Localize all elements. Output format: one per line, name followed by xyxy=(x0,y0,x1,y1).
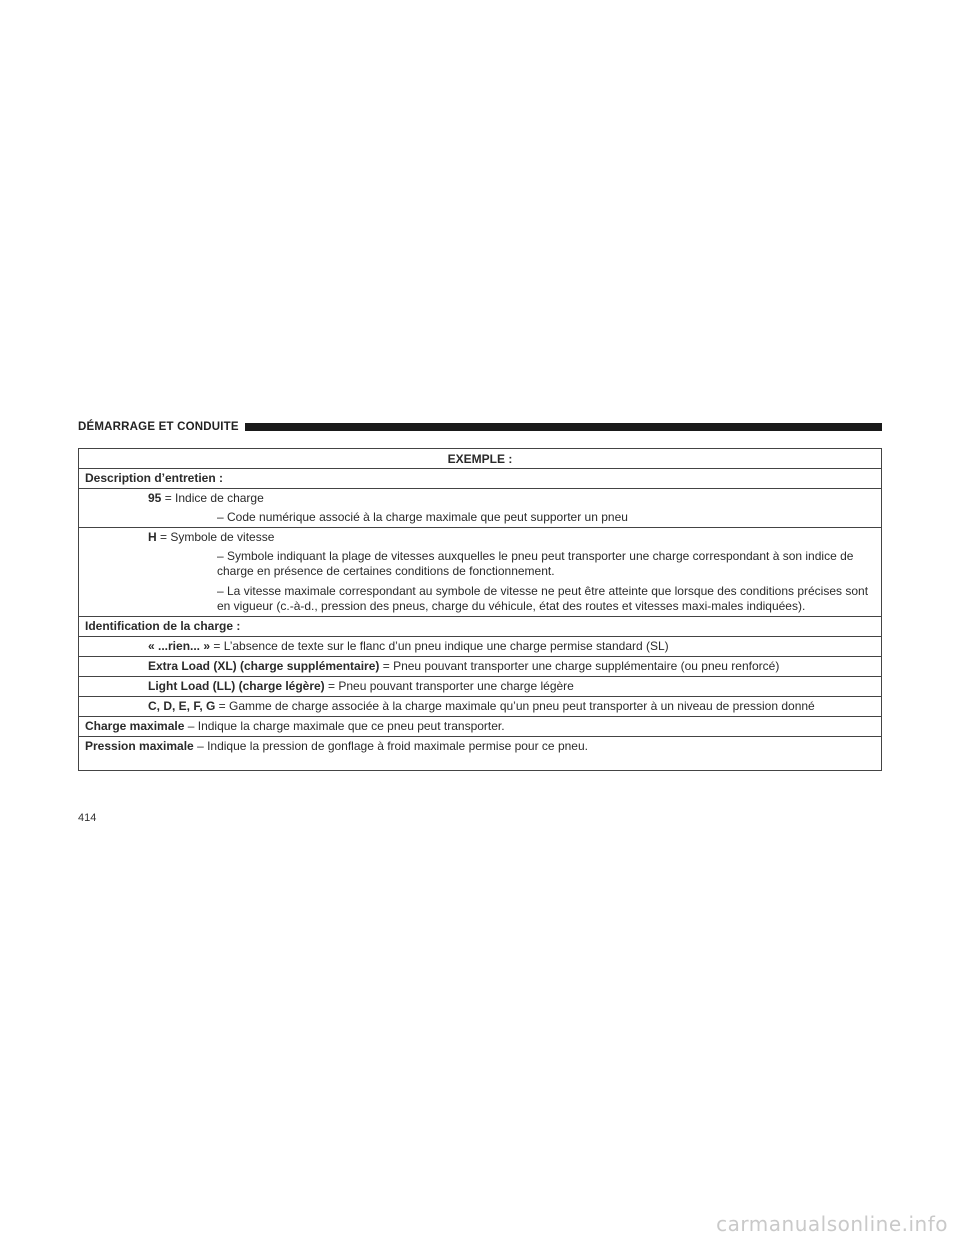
speed-symbol-code: H xyxy=(148,530,157,544)
max-pressure-row xyxy=(79,736,881,770)
max-pressure-lead: Pression maximale xyxy=(85,739,194,753)
watermark: carmanualsonline.info xyxy=(716,1212,948,1236)
load-row-range-text: = Gamme de charge associée à la charge maximale qu’un pneu peut transporter à un niveau de pression donné xyxy=(215,699,815,713)
maintenance-label: Description d’entretien : xyxy=(79,468,881,488)
load-row-ll xyxy=(79,676,881,696)
speed-symbol-entry xyxy=(79,528,881,547)
page-number: 414 xyxy=(78,812,97,824)
section-title: DÉMARRAGE ET CONDUITE xyxy=(78,421,239,433)
load-row-none xyxy=(79,636,881,656)
load-index-row xyxy=(79,488,881,527)
load-row-xl xyxy=(79,656,881,676)
speed-symbol-note-2: – La vitesse maximale correspondant au symbole de vitesse ne peut être atteinte que lorsque des conditions précises sont en vigueur (c.-à-d., pression des pneus, charge du véhicule, état des routes et vitesses maxi-males indiquées). xyxy=(217,584,869,613)
load-row-ll-lead: Light Load (LL) (charge légère) xyxy=(148,679,325,693)
speed-symbol-row xyxy=(79,527,881,616)
load-index-entry xyxy=(79,489,881,508)
max-pressure-text: – Indique la pression de gonflage à froid maximale permise pour ce pneu. xyxy=(193,739,588,753)
load-index-note: – Code numérique associé à la charge maximale que peut supporter un pneu xyxy=(217,510,628,524)
load-identification-label: Identification de la charge : xyxy=(79,616,881,636)
section-rule xyxy=(245,423,882,431)
load-row-none-text: = L’absence de texte sur le flanc d’un pneu indique une charge permise standard (SL) xyxy=(210,639,669,653)
load-row-ll-text: = Pneu pouvant transporter une charge légère xyxy=(324,679,574,693)
tire-example-table xyxy=(78,448,882,771)
section-header xyxy=(78,419,882,435)
load-row-range-lead: C, D, E, F, G xyxy=(148,699,216,713)
max-load-lead: Charge maximale xyxy=(85,719,185,733)
table-title: EXEMPLE : xyxy=(447,452,513,466)
speed-symbol-text: = Symbole de vitesse xyxy=(160,530,275,544)
load-index-code: 95 xyxy=(148,491,162,505)
load-row-xl-lead: Extra Load (XL) (charge supplémentaire) xyxy=(148,659,380,673)
load-row-xl-text: = Pneu pouvant transporter une charge supplémentaire (ou pneu renforcé) xyxy=(379,659,780,673)
max-load-row xyxy=(79,716,881,736)
load-row-none-lead: « ...rien... » xyxy=(148,639,211,653)
load-index-text: = Indice de charge xyxy=(164,491,264,505)
speed-symbol-note-1: – Symbole indiquant la plage de vitesses auxquelles le pneu peut transporter une charge correspondant à son indice de charge en présence de certaines conditions de fonctionnement. xyxy=(217,549,854,578)
load-row-range xyxy=(79,696,881,716)
max-load-text: – Indique la charge maximale que ce pneu peut transporter. xyxy=(184,719,505,733)
